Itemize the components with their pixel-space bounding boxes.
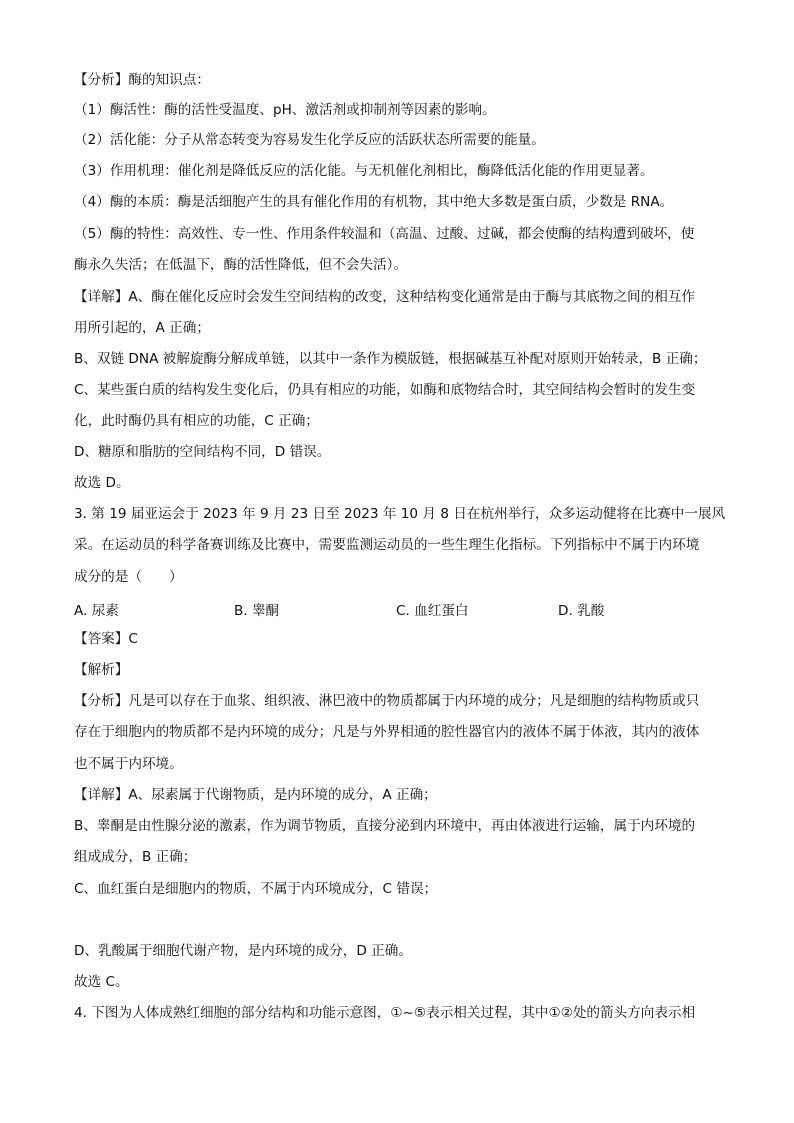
text-line: 组成成分，B 正确；: [74, 849, 197, 865]
text-line: （2）活化能：分子从常态转变为容易发生化学反应的活跃状态所需要的能量。: [74, 132, 545, 148]
text-line: 【详解】A、尿素属于代谢物质，是内环境的成分，A 正确；: [74, 787, 437, 803]
option-b: B. 睾酮: [234, 603, 280, 619]
text-line: 【分析】酶的知识点：: [74, 72, 210, 88]
text-line: 【详解】A、酶在催化反应时会发生空间结构的改变，这种结构变化通常是由于酶与其底物之间的相互作: [74, 289, 696, 305]
text-line: 故选 D。: [74, 475, 130, 491]
text-line: C、某些蛋白质的结构发生变化后，仍具有相应的功能，如酶和底物结合时，其空间结构会暂时的发生变: [74, 382, 696, 398]
text-line: B、双链 DNA 被解旋酶分解成单链，以其中一条作为模版链，根据碱基互补配对原则开始转录，B 正确；: [74, 351, 707, 367]
text-line: 存在于细胞内的物质都不是内环境的成分；凡是与外界相通的腔性器官内的液体不属于体液，其内的液体: [74, 724, 700, 740]
analysis-heading: 【解析】: [74, 662, 129, 678]
text-line: 用所引起的，A 正确；: [74, 320, 210, 336]
option-c: C. 血红蛋白: [396, 603, 469, 619]
text-line: 化，此时酶仍具有相应的功能，C 正确；: [74, 413, 319, 429]
text-line: 也不属于内环境。: [74, 756, 183, 772]
text-line: C、血红蛋白是细胞内的物质，不属于内环境成分，C 错误；: [74, 881, 438, 897]
answer-label: 【答案】C: [74, 631, 138, 647]
option-a: A. 尿素: [74, 603, 119, 619]
text-line: （5）酶的特性：高效性、专一性、作用条件较温和（高温、过酸、过碱，都会使酶的结构遭到破坏，使: [74, 226, 695, 242]
text-line: D、乳酸属于细胞代谢产物，是内环境的成分，D 正确。: [74, 943, 412, 959]
text-line: 故选 C。: [74, 974, 129, 990]
question-4-stem: 4. 下图为人体成熟红细胞的部分结构和功能示意图，①~⑤表示相关过程，其中①②处的箭头方向表示相: [74, 1005, 696, 1021]
question-3-stem: 采。在运动员的科学备赛训练及比赛中，需要监测运动员的一些生理生化指标。下列指标中不属于内环境: [74, 537, 700, 553]
option-d: D. 乳酸: [558, 603, 605, 619]
question-3-stem: 3. 第 19 届亚运会于 2023 年 9 月 23 日至 2023 年 10 月 8 日在杭州举行，众多运动健将在比赛中一展风: [74, 506, 726, 522]
text-line: （4）酶的本质：酶是活细胞产生的具有催化作用的有机物，其中绝大多数是蛋白质，少数是 RNA。: [74, 194, 674, 210]
text-line: B、睾酮是由性腺分泌的激素，作为调节物质，直接分泌到内环境中，再由体液进行运输，属于内环境的: [74, 818, 696, 834]
text-line: 酶永久失活；在低温下，酶的活性降低，但不会失活）。: [74, 257, 408, 273]
text-line: （3）作用机理：催化剂是降低反应的活化能。与无机催化剂相比，酶降低活化能的作用更显著。: [74, 163, 654, 179]
text-line: 【分析】凡是可以存在于血浆、组织液、淋巴液中的物质都属于内环境的成分；凡是细胞的结构物质或只: [74, 693, 700, 709]
question-3-stem: 成分的是（ ）: [74, 569, 183, 585]
text-line: （1）酶活性：酶的活性受温度、pH、激活剂或抑制剂等因素的影响。: [74, 102, 496, 118]
question-3-options: [74, 599, 724, 617]
text-line: D、糖原和脂肪的空间结构不同，D 错误。: [74, 444, 331, 460]
